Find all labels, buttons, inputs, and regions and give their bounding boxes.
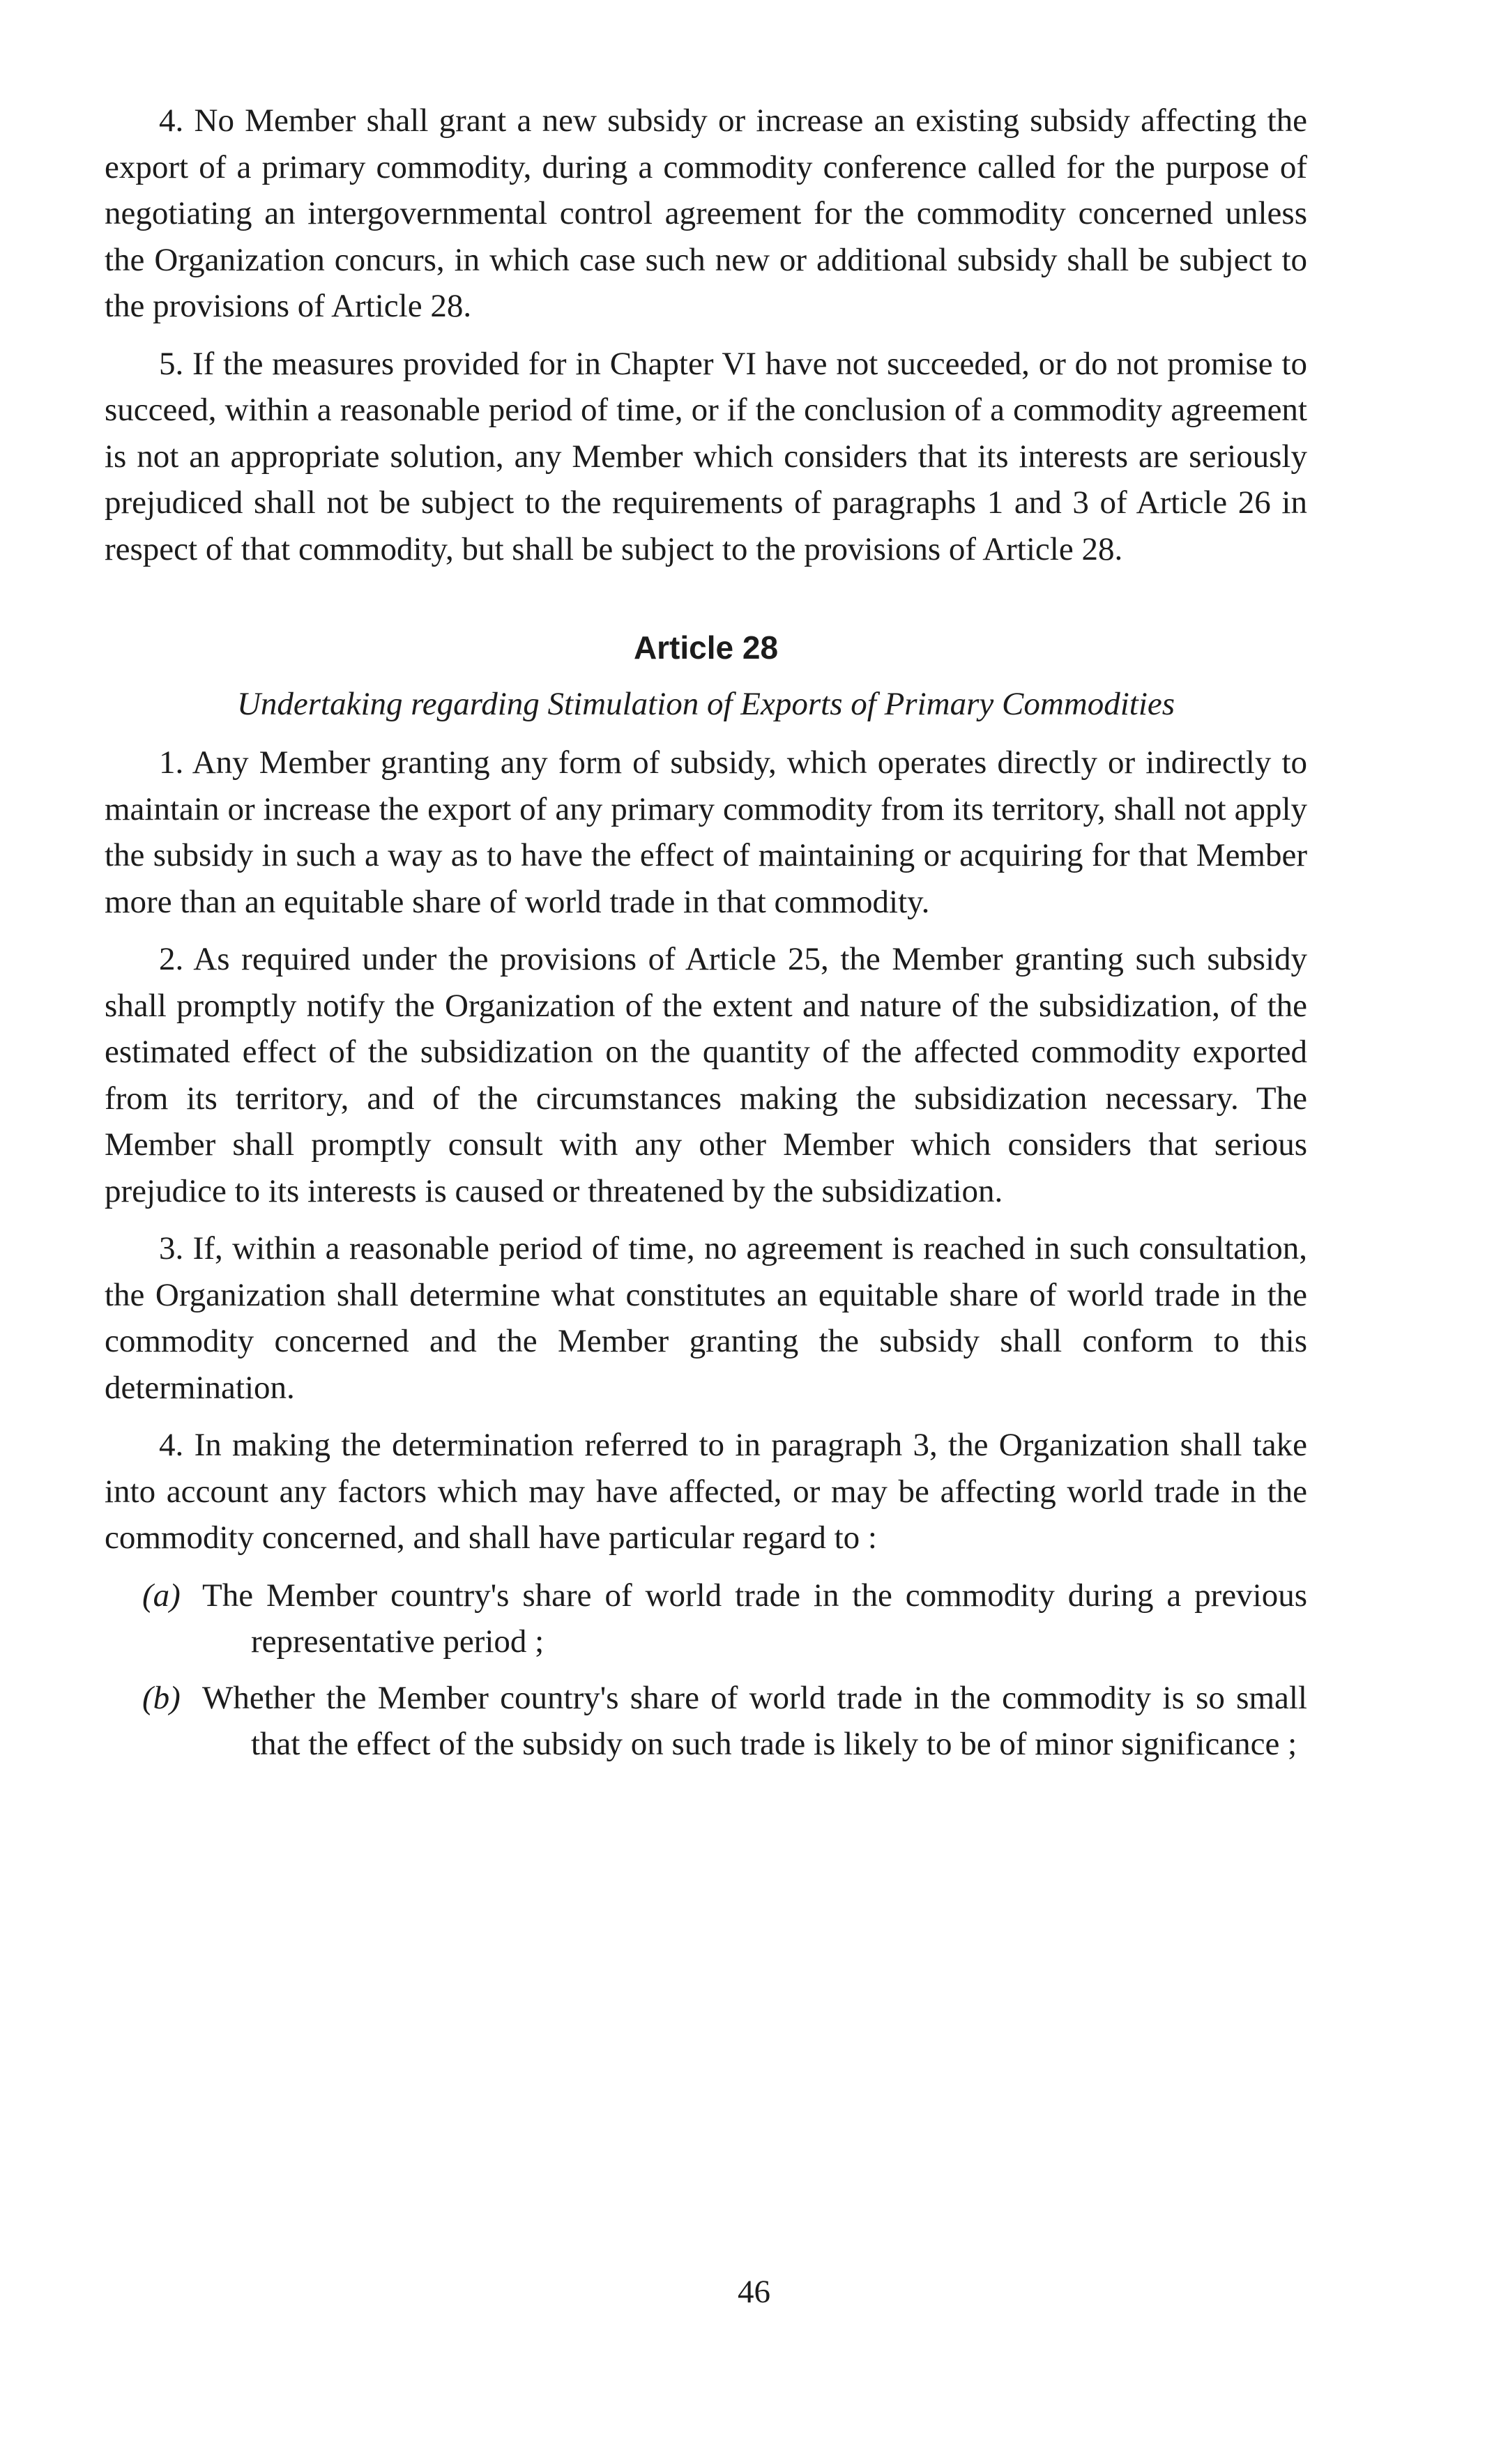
document-page [105, 98, 1307, 1777]
article-title: Article 28 [633, 629, 779, 666]
paragraph-4-subsidy: 4. No Member shall grant a new subsidy or increase an existing subsidy affecting the export of a primary commodity, during a commodity conference called for the purpose of negotiating an intergovernmental control agreement for the commodity concerned unless the Organization concurs, in which case such new or additional subsidy shall be subject to the provisions of Article 28. [105, 102, 1307, 324]
list-item-b [105, 1675, 1307, 1768]
list-item-label: (b) [142, 1679, 181, 1716]
list-item-text: The Member country's share of world trade in the commodity during a previous representative period ; [202, 1577, 1307, 1660]
article-paragraph-3: 3. If, within a reasonable period of time, no agreement is reached in such consultation, the Organization shall determine what constitutes an equitable share of world trade in the commodity concerned and the Member granting the subsidy shall conform to this determination. [105, 1230, 1307, 1406]
paragraph-5-measures: 5. If the measures provided for in Chapter VI have not succeeded, or do not promise to succeed, within a reasonable period of time, or if the conclusion of a commodity agreement is not an appropriate solution, any Member which considers that its interests are seriously prejudiced shall not be subject to the requirements of paragraphs 1 and 3 of Article 26 in respect of that commodity, but shall be subject to the provisions of Article 28. [105, 345, 1307, 567]
article-paragraph-4: 4. In making the determination referred to in paragraph 3, the Organization shall take into account any factors which may have affected, or may be affecting world trade in the commodity concerned, and shall have particular regard to : [105, 1427, 1307, 1556]
article-paragraph-2: 2. As required under the provisions of Article 25, the Member granting such subsidy shall promptly notify the Organization of the extent and nature of the subsidization, of the estimated effect of the subsidization on the quantity of the affected commodity exported from its territory, and of the circumstances making the subsidization necessary. The Member shall promptly consult with any other Member which considers that serious prejudice to its interests is caused or threatened by the subsidization. [105, 941, 1307, 1209]
page-number: 46 [738, 2274, 770, 2310]
article-paragraph-1: 1. Any Member granting any form of subsidy, which operates directly or indirectly to maintain or increase the export of any primary commodity from its territory, shall not apply the subsidy in such a way as to have the effect of maintaining or acquiring for that Member more than an equitable share of world trade in that commodity. [105, 744, 1307, 920]
list-item-text: Whether the Member country's share of world trade in the commodity is so small that the effect of the subsidy on such trade is likely to be of minor significance ; [202, 1679, 1307, 1762]
list-item-a [105, 1572, 1307, 1665]
article-subtitle: Undertaking regarding Stimulation of Exports of Primary Commodities [236, 686, 1175, 722]
list-item-label: (a) [142, 1577, 181, 1614]
